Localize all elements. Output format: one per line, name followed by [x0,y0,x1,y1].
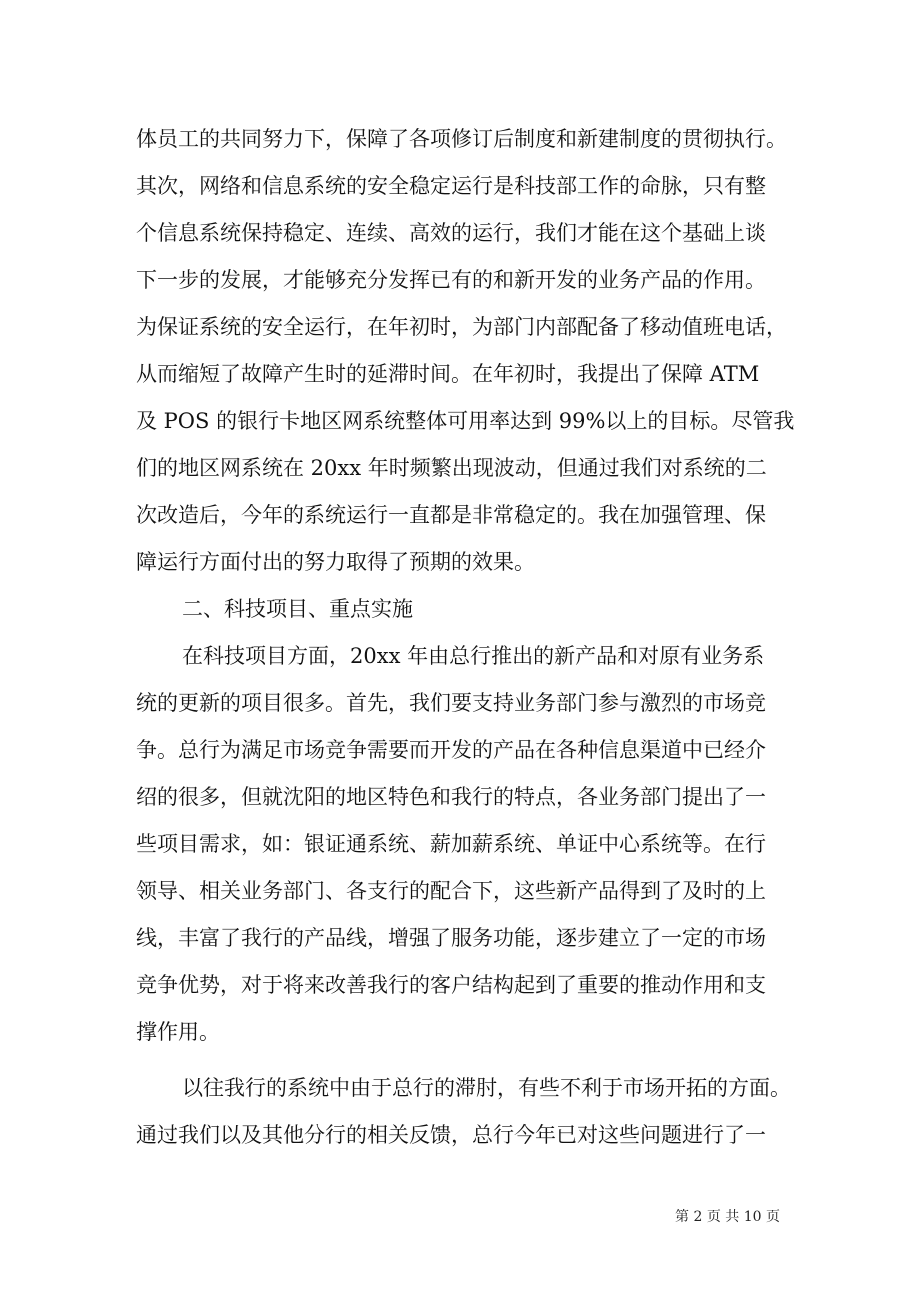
body-text-line: 次改造后，今年的系统运行一直都是非常稳定的。我在加强管理、保 [136,503,766,527]
body-text-line: 从而缩短了故障产生时的延滞时间。在年初时，我提出了保障 ATM [136,362,760,386]
body-text-line: 统的更新的项目很多。首先，我们要支持业务部门参与激烈的市场竞 [136,691,766,715]
body-text-line: 以往我行的系统中由于总行的滞肘，有些不利于市场开拓的方面。 [182,1076,791,1100]
body-text-line: 通过我们以及其他分行的相关反馈，总行今年已对这些问题进行了一 [136,1123,766,1147]
body-text-line: 为保证系统的安全运行，在年初时，为部门内部配备了移动值班电话， [136,315,787,339]
body-text-line: 些项目需求，如：银证通系统、薪加薪系统、单证中心系统等。在行 [136,832,766,856]
body-text-line: 下一步的发展，才能够充分发挥已有的和新开发的业务产品的作用。 [136,268,766,292]
body-text-line: 个信息系统保持稳定、连续、高效的运行，我们才能在这个基础上谈 [136,221,766,245]
body-text-line: 领导、相关业务部门、各支行的配合下，这些新产品得到了及时的上 [136,879,766,903]
body-text-line: 撑作用。 [136,1020,220,1044]
body-text-line: 竞争优势，对于将来改善我行的客户结构起到了重要的推动作用和支 [136,973,766,997]
body-text-line: 体员工的共同努力下，保障了各项修订后制度和新建制度的贯彻执行。 [136,127,787,151]
body-text-line: 们的地区网系统在 20xx 年时频繁出现波动，但通过我们对系统的二 [136,456,767,480]
body-text-line: 在科技项目方面，20xx 年由总行推出的新产品和对原有业务系 [182,644,765,668]
body-text-line: 争。总行为满足市场竞争需要而开发的产品在各种信息渠道中已经介 [136,738,766,762]
section-heading: 二、科技项目、重点实施 [182,597,413,621]
body-text-line: 及 POS 的银行卡地区网系统整体可用率达到 99%以上的目标。尽管我 [136,409,795,433]
body-text-line: 线，丰富了我行的产品线，增强了服务功能，逐步建立了一定的市场 [136,926,766,950]
body-text-line: 其次，网络和信息系统的安全稳定运行是科技部工作的命脉，只有整 [136,174,766,198]
body-text-line: 障运行方面付出的努力取得了预期的效果。 [136,550,535,574]
body-text-line: 绍的很多，但就沈阳的地区特色和我行的特点，各业务部门提出了一 [136,785,766,809]
page-number-footer: 第 2 页 共 10 页 [675,1209,780,1225]
